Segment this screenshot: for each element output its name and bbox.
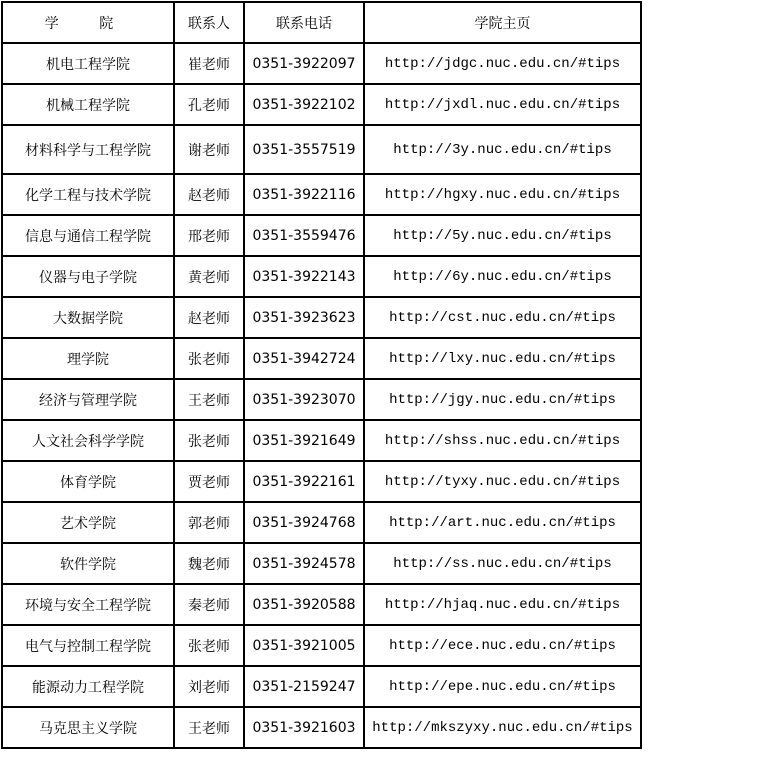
table-header-row <box>2 2 641 43</box>
contact-name: 秦老师 <box>174 584 244 625</box>
homepage-url[interactable]: http://jgy.nuc.edu.cn/#tips <box>364 379 641 420</box>
phone-number: 0351-3922097 <box>244 43 364 84</box>
homepage-url[interactable]: http://jxdl.nuc.edu.cn/#tips <box>364 84 641 125</box>
table-row <box>2 256 641 297</box>
table-row <box>2 297 641 338</box>
header-homepage: 学院主页 <box>364 2 641 43</box>
header-phone: 联系电话 <box>244 2 364 43</box>
college-name: 仪器与电子学院 <box>2 256 174 297</box>
table-row <box>2 461 641 502</box>
college-name: 电气与控制工程学院 <box>2 625 174 666</box>
homepage-url[interactable]: http://3y.nuc.edu.cn/#tips <box>364 125 641 174</box>
college-name: 大数据学院 <box>2 297 174 338</box>
table-row <box>2 666 641 707</box>
contact-name: 黄老师 <box>174 256 244 297</box>
homepage-url[interactable]: http://6y.nuc.edu.cn/#tips <box>364 256 641 297</box>
homepage-url[interactable]: http://jdgc.nuc.edu.cn/#tips <box>364 43 641 84</box>
college-name: 人文社会科学学院 <box>2 420 174 461</box>
contact-name: 张老师 <box>174 625 244 666</box>
contact-name: 崔老师 <box>174 43 244 84</box>
homepage-url[interactable]: http://ss.nuc.edu.cn/#tips <box>364 543 641 584</box>
phone-number: 0351-3923623 <box>244 297 364 338</box>
homepage-url[interactable]: http://epe.nuc.edu.cn/#tips <box>364 666 641 707</box>
homepage-url[interactable]: http://hjaq.nuc.edu.cn/#tips <box>364 584 641 625</box>
table-row <box>2 707 641 748</box>
contact-name: 贾老师 <box>174 461 244 502</box>
homepage-url[interactable]: http://cst.nuc.edu.cn/#tips <box>364 297 641 338</box>
contact-name: 王老师 <box>174 707 244 748</box>
college-name: 软件学院 <box>2 543 174 584</box>
homepage-url[interactable]: http://tyxy.nuc.edu.cn/#tips <box>364 461 641 502</box>
document-page <box>1 1 642 749</box>
phone-number: 0351-3920588 <box>244 584 364 625</box>
table-row <box>2 84 641 125</box>
homepage-url[interactable]: http://5y.nuc.edu.cn/#tips <box>364 215 641 256</box>
phone-number: 0351-3921005 <box>244 625 364 666</box>
contact-name: 魏老师 <box>174 543 244 584</box>
phone-number: 0351-3922143 <box>244 256 364 297</box>
homepage-url[interactable]: http://lxy.nuc.edu.cn/#tips <box>364 338 641 379</box>
college-name: 信息与通信工程学院 <box>2 215 174 256</box>
contact-name: 谢老师 <box>174 125 244 174</box>
table-row <box>2 420 641 461</box>
contact-name: 郭老师 <box>174 502 244 543</box>
college-name: 艺术学院 <box>2 502 174 543</box>
phone-number: 0351-3559476 <box>244 215 364 256</box>
homepage-url[interactable]: http://shss.nuc.edu.cn/#tips <box>364 420 641 461</box>
college-name: 环境与安全工程学院 <box>2 584 174 625</box>
college-name: 马克思主义学院 <box>2 707 174 748</box>
phone-number: 0351-2159247 <box>244 666 364 707</box>
college-name: 机电工程学院 <box>2 43 174 84</box>
contact-name: 邢老师 <box>174 215 244 256</box>
phone-number: 0351-3923070 <box>244 379 364 420</box>
homepage-url[interactable]: http://mkszyxy.nuc.edu.cn/#tips <box>364 707 641 748</box>
contact-name: 赵老师 <box>174 297 244 338</box>
homepage-url[interactable]: http://art.nuc.edu.cn/#tips <box>364 502 641 543</box>
contact-name: 孔老师 <box>174 84 244 125</box>
phone-number: 0351-3922102 <box>244 84 364 125</box>
college-name: 化学工程与技术学院 <box>2 174 174 215</box>
college-name: 机械工程学院 <box>2 84 174 125</box>
phone-number: 0351-3557519 <box>244 125 364 174</box>
phone-number: 0351-3924578 <box>244 543 364 584</box>
table-row <box>2 379 641 420</box>
table-row <box>2 43 641 84</box>
table-row <box>2 174 641 215</box>
phone-number: 0351-3942724 <box>244 338 364 379</box>
table-row <box>2 584 641 625</box>
college-name: 经济与管理学院 <box>2 379 174 420</box>
header-college: 学 院 <box>2 2 174 43</box>
college-name: 理学院 <box>2 338 174 379</box>
contact-name: 张老师 <box>174 338 244 379</box>
college-name: 材料科学与工程学院 <box>2 125 174 174</box>
phone-number: 0351-3921649 <box>244 420 364 461</box>
table-row <box>2 338 641 379</box>
homepage-url[interactable]: http://ece.nuc.edu.cn/#tips <box>364 625 641 666</box>
contact-name: 刘老师 <box>174 666 244 707</box>
phone-number: 0351-3922161 <box>244 461 364 502</box>
contact-name: 王老师 <box>174 379 244 420</box>
homepage-url[interactable]: http://hgxy.nuc.edu.cn/#tips <box>364 174 641 215</box>
table-row <box>2 625 641 666</box>
table-row <box>2 502 641 543</box>
phone-number: 0351-3924768 <box>244 502 364 543</box>
table-row <box>2 215 641 256</box>
contact-name: 张老师 <box>174 420 244 461</box>
college-name: 能源动力工程学院 <box>2 666 174 707</box>
table-row <box>2 543 641 584</box>
college-name: 体育学院 <box>2 461 174 502</box>
college-contacts-table <box>1 1 642 749</box>
contact-name: 赵老师 <box>174 174 244 215</box>
phone-number: 0351-3922116 <box>244 174 364 215</box>
table-row <box>2 125 641 174</box>
header-contact: 联系人 <box>174 2 244 43</box>
phone-number: 0351-3921603 <box>244 707 364 748</box>
